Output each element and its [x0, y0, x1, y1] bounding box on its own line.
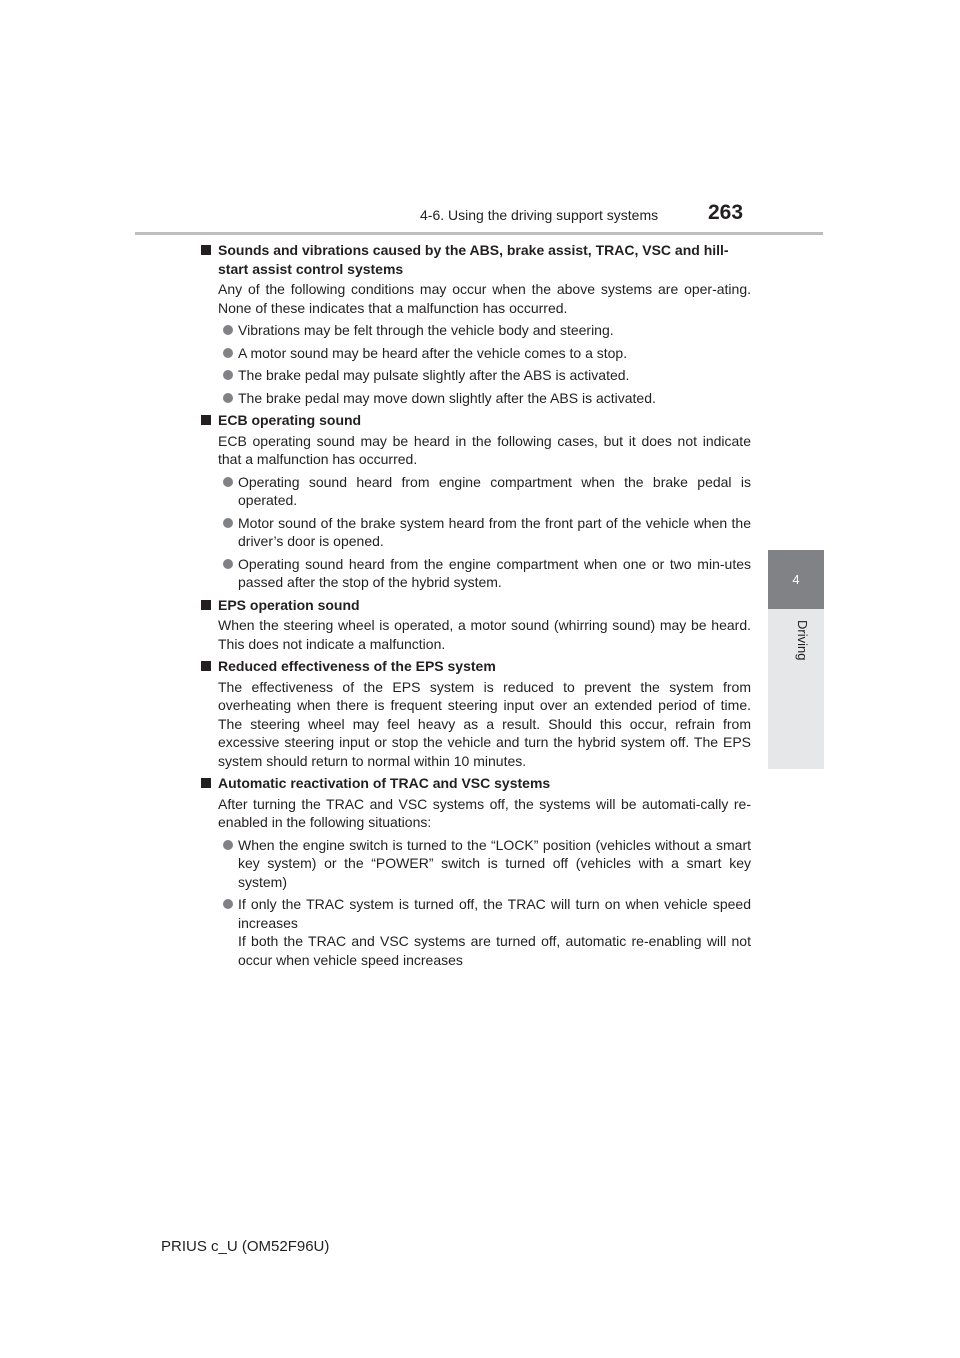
- list-item: [201, 473, 751, 510]
- section-paragraph: After turning the TRAC and VSC systems off, the systems will be automati-cally re-enabled in the following situations:: [218, 795, 751, 830]
- square-bullet-icon: [201, 778, 211, 788]
- square-bullet-icon: [201, 415, 211, 425]
- list-item-text: Vibrations may be felt through the vehicle body and steering.: [238, 322, 614, 338]
- section-paragraph: ECB operating sound may be heard in the following cases, but it does not indicate that a malfunction has occurred.: [218, 432, 751, 467]
- list-item: [201, 366, 751, 385]
- circle-bullet-icon: [223, 518, 233, 528]
- circle-bullet-icon: [223, 477, 233, 487]
- section-heading: [201, 241, 751, 278]
- list-item: [201, 895, 751, 969]
- list-item-text: Motor sound of the brake system heard from the front part of the vehicle when the driver’s door is opened.: [238, 514, 751, 549]
- list-item-text: When the engine switch is turned to the “LOCK” position (vehicles without a smart key system) or the “POWER” switch is turned off (vehicles with a smart key system): [238, 836, 751, 890]
- section-eps-sound: [201, 596, 751, 654]
- chapter-label: Driving: [795, 620, 810, 661]
- section-heading: [201, 411, 751, 430]
- circle-bullet-icon: [223, 325, 233, 335]
- list-item-text: Operating sound heard from the engine compartment when one or two min-utes passed after the stop of the hybrid system.: [238, 555, 751, 590]
- circle-bullet-icon: [223, 370, 233, 380]
- square-bullet-icon: [201, 600, 211, 610]
- heading-text: Sounds and vibrations caused by the ABS, brake assist, TRAC, VSC and hill-start assist control systems: [218, 242, 729, 277]
- list-item-text: If only the TRAC system is turned off, the TRAC will turn on when vehicle speed increases: [238, 896, 751, 931]
- list-item: [201, 514, 751, 551]
- heading-text: Reduced effectiveness of the EPS system: [218, 658, 496, 674]
- model-code-footer: PRIUS c_U (OM52F96U): [161, 1238, 330, 1255]
- circle-bullet-icon: [223, 899, 233, 909]
- circle-bullet-icon: [223, 393, 233, 403]
- page-number: 263: [708, 201, 744, 224]
- list-item-text: Operating sound heard from engine compartment when the brake pedal is operated.: [238, 473, 751, 508]
- section-heading: [201, 774, 751, 793]
- list-item-text: The brake pedal may pulsate slightly after the ABS is activated.: [238, 367, 630, 383]
- list-item: [201, 555, 751, 592]
- section-trac-vsc-reactivation: [201, 774, 751, 969]
- heading-text: Automatic reactivation of TRAC and VSC systems: [218, 775, 551, 791]
- list-item: [201, 321, 751, 340]
- circle-bullet-icon: [223, 348, 233, 358]
- header-divider: [135, 232, 823, 235]
- section-paragraph: The effectiveness of the EPS system is reduced to prevent the system from overheating when there is frequent steering input over an extended period of time. The steering wheel may feel heavy as a result. Should this occur, refrain from excessive steering input or stop the vehicle and turn the hybrid system off. The EPS system should return to normal within 10 minutes.: [218, 678, 751, 769]
- list-item: [201, 836, 751, 892]
- list-item-text: A motor sound may be heard after the vehicle comes to a stop.: [238, 344, 628, 361]
- chapter-number-tab: 4: [768, 550, 824, 609]
- section-abs-sounds: [201, 241, 751, 407]
- section-paragraph: Any of the following conditions may occur when the above systems are oper-ating. None of these indicates that a malfunction has occurred.: [218, 281, 751, 316]
- list-item-text: The brake pedal may move down slightly after the ABS is activated.: [238, 389, 656, 406]
- circle-bullet-icon: [223, 559, 233, 569]
- section-eps-effectiveness: [201, 657, 751, 770]
- section-heading: [201, 596, 751, 615]
- circle-bullet-icon: [223, 840, 233, 850]
- list-item: [201, 344, 751, 363]
- section-title: 4-6. Using the driving support systems: [420, 207, 659, 223]
- heading-text: ECB operating sound: [218, 412, 362, 428]
- section-paragraph: When the steering wheel is operated, a motor sound (whirring sound) may be heard. This does not indicate a malfunction.: [218, 617, 751, 652]
- heading-text: EPS operation sound: [218, 596, 360, 613]
- list-item: [201, 389, 751, 408]
- page-content: [201, 241, 751, 973]
- list-item-continuation: If both the TRAC and VSC systems are turned off, automatic re-enabling will not occur when vehicle speed increases: [238, 933, 751, 968]
- section-ecb-sound: [201, 411, 751, 592]
- section-heading: [201, 657, 751, 676]
- square-bullet-icon: [201, 245, 211, 255]
- square-bullet-icon: [201, 661, 211, 671]
